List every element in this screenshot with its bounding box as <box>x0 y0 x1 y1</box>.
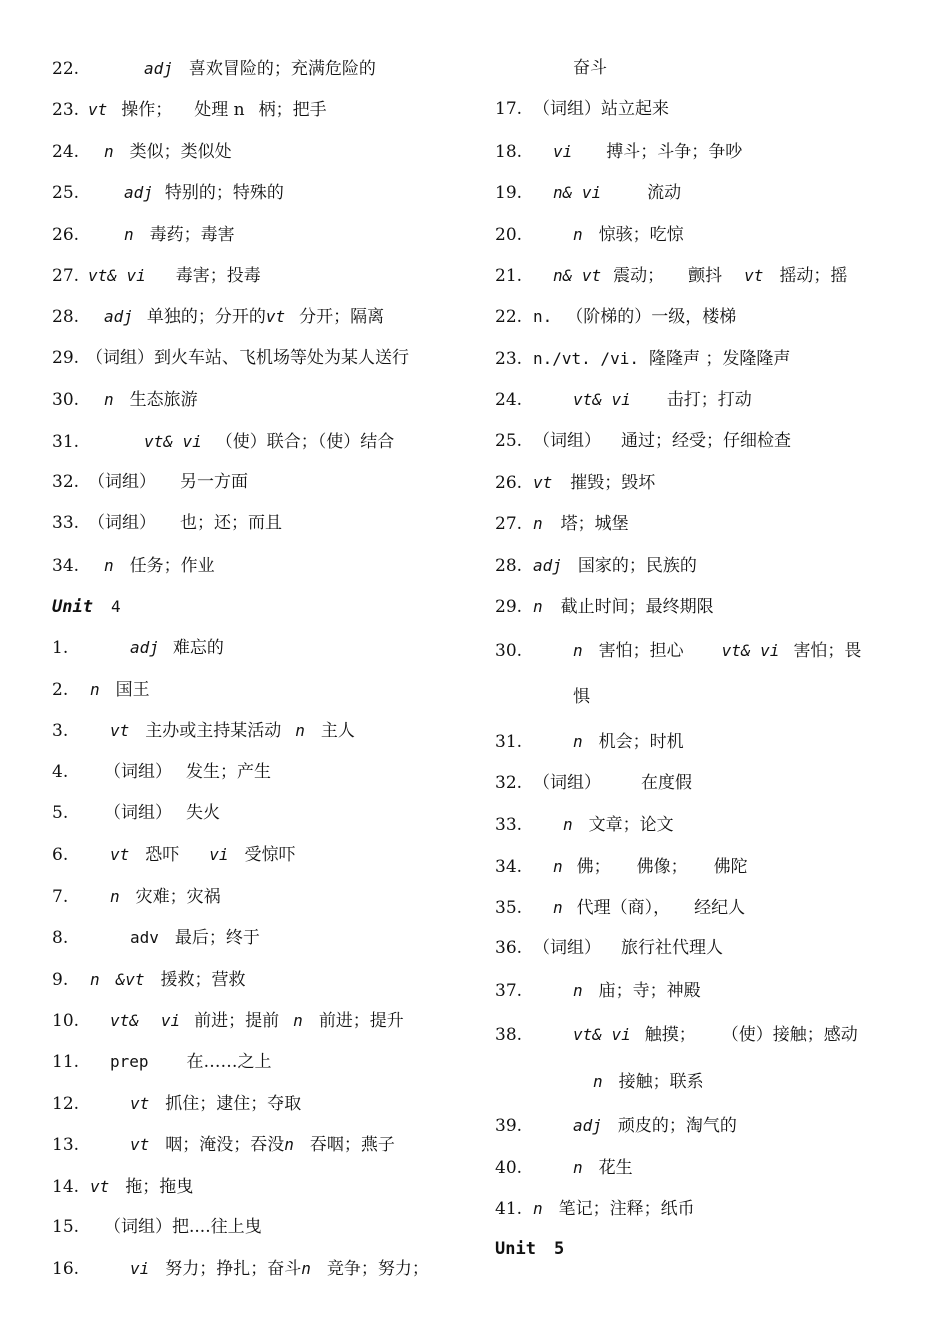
entry-row: 33. n 文章；论文 <box>495 815 674 836</box>
entry-row: 18. vi 搏斗；斗争；争吵 <box>495 141 743 162</box>
entry-row: 34. n 任务；作业 <box>52 555 215 576</box>
entry-row: 26. n 毒药；毒害 <box>52 224 235 245</box>
entry-row: 11. prep 在……之上 <box>52 1052 272 1073</box>
unit-4-heading: Unit 4 <box>52 597 121 618</box>
entry-row: 40. n 花生 <box>495 1157 633 1178</box>
entry-row: 13. vt 咽；淹没；吞没n 吞咽；燕子 <box>52 1135 395 1156</box>
entry-row: 21. n& vt 震动； 颤抖 vt 摇动；摇 <box>495 265 848 286</box>
entry-row: 36. （词组） 旅行社代理人 <box>495 938 723 959</box>
entry-row: 17. （词组）站立起来 <box>495 99 669 120</box>
entry-row: 24. vt& vi 击打；打动 <box>495 390 752 411</box>
entry-row: 33. （词组） 也；还；而且 <box>52 513 282 534</box>
entry-row: 12. vt 抓住；逮住；夺取 <box>52 1093 302 1114</box>
entry-row: 4. （词组） 发生；产生 <box>52 761 271 782</box>
entry-row: 9. n &vt 援救；营救 <box>52 969 246 990</box>
entry-row: 30. n 生态旅游 <box>52 390 198 411</box>
entry-row: 22. adj 喜欢冒险的；充满危险的 <box>52 59 376 79</box>
entry-row: 38. vt& vi 触摸； （使）接触；感动 <box>495 1025 858 1046</box>
entry-row: 14. vt 拖；拖曳 <box>52 1176 194 1197</box>
left-column <box>52 48 482 1290</box>
entry-row: 奋斗 <box>573 58 607 78</box>
entry-row: 31. vt& vi （使）联合；（使）结合 <box>52 431 395 452</box>
entry-row: 27. n 塔；城堡 <box>495 514 629 535</box>
entry-row: 20. n 惊骇；吃惊 <box>495 224 684 245</box>
entry-row: 10. vt& vi 前进；提前 n 前进；提升 <box>52 1010 404 1031</box>
entry-row: 28. adj 国家的；民族的 <box>495 555 697 576</box>
entry-row: 16. vi 努力；挣扎；奋斗n 竞争；努力； <box>52 1259 429 1280</box>
entry-row: 8. adv 最后；终于 <box>52 928 260 949</box>
entry-row: 19. n& vi 流动 <box>495 183 682 204</box>
entry-row: 28. adj 单独的；分开的vt 分开；隔离 <box>52 307 385 328</box>
entry-row: 23. n./vt. /vi. 隆隆声 ；发隆隆声 <box>495 348 791 369</box>
entry-row: 15. （词组）把....往上曳 <box>52 1216 262 1237</box>
right-column <box>495 48 915 1271</box>
entry-row: 2. n 国王 <box>52 679 150 700</box>
unit-5-heading: Unit 5 <box>495 1239 565 1260</box>
entry-row: 34. n 佛； 佛像； 佛陀 <box>495 856 748 877</box>
entry-row: 39. adj 顽皮的；淘气的 <box>495 1116 737 1137</box>
entry-row: 23. vt 操作； 处理 n 柄；把手 <box>52 100 327 121</box>
entry-row: 30. n 害怕；担心 vt& vi 害怕；畏 <box>495 641 862 662</box>
entry-row: 27. vt& vi 毒害；投毒 <box>52 265 261 286</box>
entry-row: 32. （词组） 在度假 <box>495 772 692 793</box>
entry-row-continuation: n 接触；联系 <box>593 1072 704 1093</box>
entry-row: 1. adj 难忘的 <box>52 638 224 659</box>
entry-row: 25. adj 特别的；特殊的 <box>52 183 284 204</box>
entry-row: 31. n 机会；时机 <box>495 732 684 753</box>
entry-row: 25. （词组） 通过；经受；仔细检查 <box>495 430 791 451</box>
entry-row: 41. n 笔记；注释；纸币 <box>495 1198 695 1219</box>
entry-row: 29. n 截止时间；最终期限 <box>495 597 714 618</box>
entry-row: 24. n 类似；类似处 <box>52 141 232 162</box>
entry-row: 5. （词组） 失火 <box>52 803 220 824</box>
entry-row: 3. vt 主办或主持某活动 n 主人 <box>52 721 355 742</box>
entry-row: 7. n 灾难；灾祸 <box>52 886 221 907</box>
entry-row: 6. vt 恐吓 vi 受惊吓 <box>52 845 296 866</box>
entry-row: 26. vt 摧毁；毁坏 <box>495 472 656 493</box>
entry-row: 37. n 庙；寺；神殿 <box>495 980 701 1001</box>
entry-row: 29. （词组）到火车站、飞机场等处为某人送行 <box>52 347 409 368</box>
entry-row: 32. （词组） 另一方面 <box>52 471 248 492</box>
entry-row: 35. n 代理（商）， 经纪人 <box>495 898 746 919</box>
entry-row: 22. n. （阶梯的）一级，楼梯 <box>495 307 737 328</box>
entry-row-continuation: 惧 <box>573 687 590 708</box>
